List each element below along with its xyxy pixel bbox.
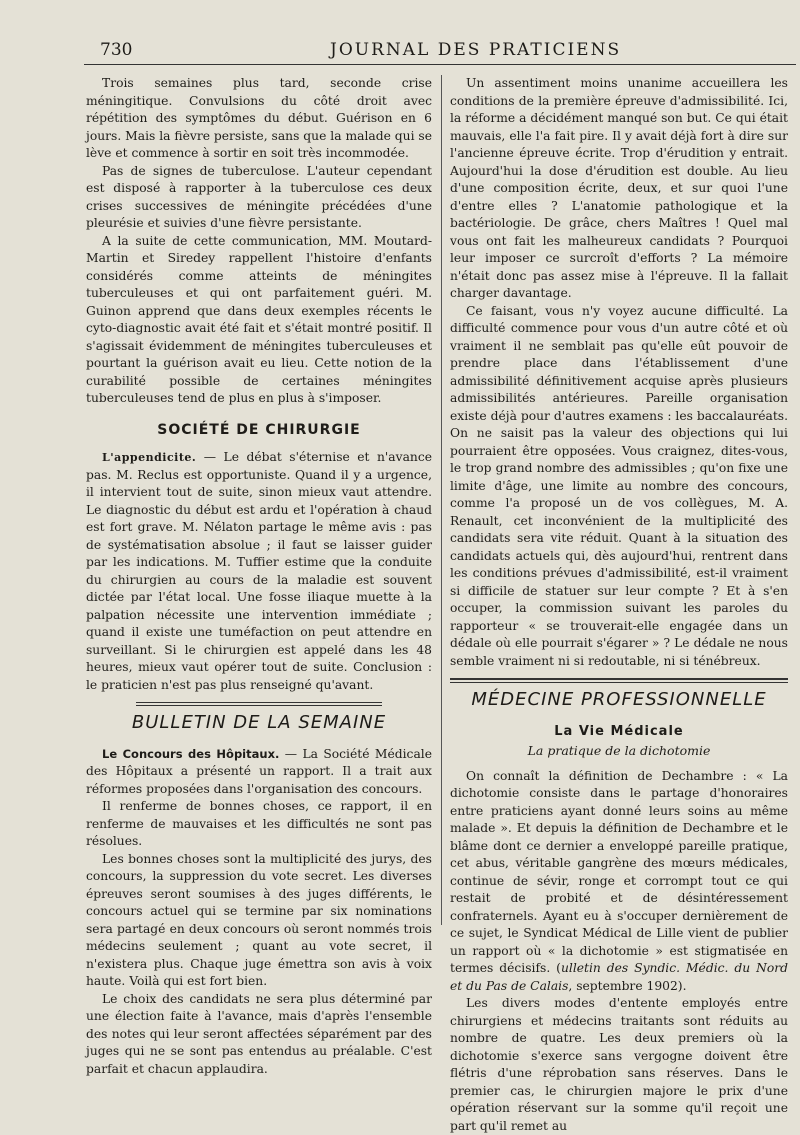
citation-date: , septembre 1902). [568,978,687,993]
lead-concours: Le Concours des Hôpitaux. [102,746,280,761]
paragraph: A la suite de cette communication, MM. Moutard-Martin et Siredey rappellent l'histoire d'enfants considérés comme atteints de méningites tuberculeuses et qui ont parfaitement guéri. M. Guinon apprend que dans deux exemples récents le cyto-diagnostic avait été fait et s'était montré positif. Il s'agissait évidemment de méningites tuberculeuses et pourtant la guérison avait eu lieu. Cette notion de la curabilité possible de certaines méningites tuberculeuses tend de plus en plus à s'imposer. [86,233,432,405]
lead-appendicite: L'appendicite. [102,451,197,464]
section-rule [450,678,788,683]
paragraph: Les divers modes d'entente employés entre chirurgiens et médecins traitants sont réduits au nombre de quatre. Les deux premiers où la dichotomie s'exerce sans vergogne doivent être flétris d'une réprobation sans réserves. Dans le premier cas, le chirurgien majore le prix d'une opération réservant sur la somme qu'il reçoit une part qu'il remet au [450,996,788,1133]
section-title-medecine: MÉDECINE PROFESSIONNELLE [471,689,767,710]
paragraph: Ce faisant, vous n'y voyez aucune difficulté. La difficulté commence pour vous d'un autre côté et où vraiment il ne semblait pas qu'elle eût pouvoir de prendre place dans l'établissement d'une admissibilité définitivement acquise après plusieurs admissibilités antérieures. Pareille organisation existe déjà pour d'autres examens : les baccalauréats. On ne saisit pas la valeur des objections qui lui pourraient être opposées. Vous craignez, dites-vous, le trop grand nombre des admissibles ; qu'on fixe une limite d'âge, une limite au nombre des concours, comme l'a proposé un de vos collègues, M. A. Renault, cet inconvénient de la multiplicité des candidats sera vite réduit. Quant à la situation des candidats actuels qui, dès aujourd'hui, rentrent dans les conditions prévues d'admissibilité, est-il vraiment si difficile de statuer sur leur compte ? Et à s'en occuper, la commission suivant les paroles du rapporteur « se trouverait-elle engagée dans un dédale où elle pourrait s'égarer » ? Le dédale ne nous semble vraiment ni si redoutable, ni si ténébreux. [450,303,788,668]
right-column [450,75,788,1135]
page-header [100,40,790,62]
column-separator [441,75,442,925]
appendicite-text: — Le débat s'éternise et n'avance pas. M. Reclus est opportuniste. Quand il y a urgence, il intervient tout de suite, sinon mieux vaut attendre. Le diagnostic du début est ardu et l'opération à chaud est fort grave. M. Nélaton partage le même avis : pas de systématisation absolue ; il faut se laisser guider par les indications. M. Tuffier estime que la conduite du chirurgien au cours de la maladie est souvent dictée par l'état local. Une fosse iliaque muette à la palpation nécessite une intervention immédiate ; quand il existe une tuméfaction on peut attendre en surveillant. Si le chirurgien est appelé dans les 48 heures, mieux vaut opérer tout de suite. Conclusion : le praticien n'est pas plus renseigné qu'avant. [86,450,432,692]
paragraph-appendicite [86,449,432,694]
paragraph: Un assentiment moins unanime accueillera les conditions de la première épreuve d'admissibilité. Ici, la réforme a décidément manqué son but. Ce qui était mauvais, elle l'a fait pire. Il y avait déjà fort à dire sur l'ancienne épreuve écrite. Trop d'érudition y entrait. Aujourd'hui la dose d'érudition est double. Au lieu d'une composition écrite, deux, et sur quoi l'une d'entre elles ? L'anatomie pathologique et la bactériologie. De grâce, chers Maîtres ! Quel mal vous ont fait les malheureux candidats ? Pourquoi leur imposer ce surcroît d'efforts ? La mémoire n'était donc pas assez mise à l'épreuve. Il la fallait charger davantage. [450,76,788,300]
page-number: 730 [100,40,133,60]
section-rule [136,702,382,706]
paragraph: Les bonnes choses sont la multiplicité des jurys, des concours, la suppression du vote secret. Les diverses épreuves seront soumises à des juges différents, le concours actuel qui se termine par six nominations sera partagé en deux concours où seront nommés trois médecins seulement ; quant au vote secret, il n'existera plus. Chaque juge émettra son avis à voix haute. Voilà qui est fort bien. [86,851,432,988]
journal-title: JOURNAL DES PRATICIENS [330,40,622,60]
header-rule [84,64,796,65]
paragraph-concours [86,746,432,799]
paragraph: Pas de signes de tuberculose. L'auteur cependant est disposé à rapporter à la tuberculose ces deux crises successives de méningite précédées d'une pleurésie et suivies d'une fièvre persistante. [86,163,432,230]
paragraph: Il renferme de bonnes choses, ce rapport, il en renferme de mauvaises et les difficultés ne sont pas résolues. [86,799,432,848]
paragraph: Trois semaines plus tard, seconde crise méningitique. Convulsions du côté droit avec répétition des symptômes du début. Guérison en 6 jours. Mais la fièvre persiste, sans que la malade qui se lève et commence à sortir en soit très incommodée. [86,76,432,160]
paragraph-dichotomie [450,768,788,996]
section-title-chirurgie: SOCIÉTÉ DE CHIRURGIE [157,421,361,438]
citation: ulletin des Syndic. Médic. du Nord et du Pas de Calais [450,961,788,993]
paragraph: Le choix des candidats ne sera plus déterminé par une élection faite à l'avance, mais d'après l'ensemble des notes qui leur seront affectées séparément par des juges qui ne se sont pas entendus au préalable. C'est parfait et chacun applaudira. [86,991,432,1076]
subsection-title: La Vie Médicale [554,723,684,739]
concours-text: — La Société Médicale des Hôpitaux a présenté un rapport. Il a trait aux réformes proposées dans l'organisation des concours. [86,746,432,796]
dichotomie-text: On connaît la définition de Dechambre : « La dichotomie consiste dans le partage d'honoraires entre praticiens ayant donné leurs soins au même malade ». Et depuis la définition de Dechambre et le blâme dont ce dernier a enveloppé pareille pratique, cet abus, véritable gangrène des mœurs médicales, continue de sévir, ronge et corrompt tout ce qui restait de probité et de désintéressement confraternels. Ayant eu à s'occuper dernièrement de ce sujet, le Syndicat Médical de Lille vient de publier un rapport où « la dichotomie » est stigmatisée en termes décisifs. ( [450,768,788,975]
subsection-subtitle: La pratique de la dichotomie [527,743,711,758]
section-title-bulletin: BULLETIN DE LA SEMAINE [131,712,387,733]
left-column [86,75,432,1078]
